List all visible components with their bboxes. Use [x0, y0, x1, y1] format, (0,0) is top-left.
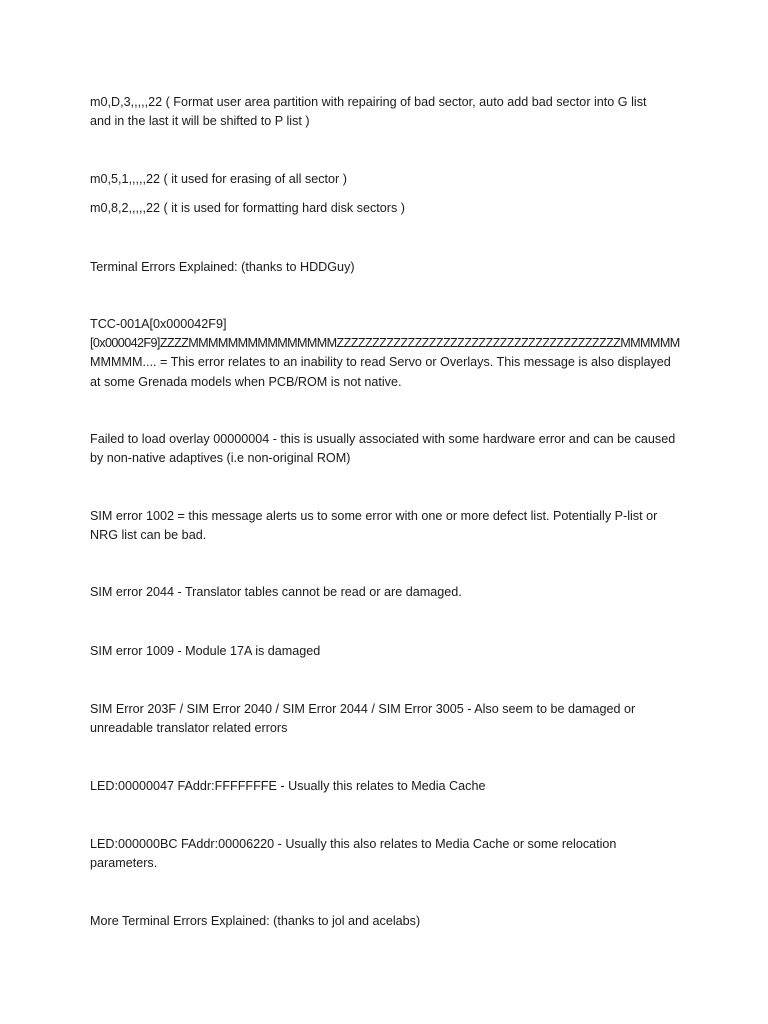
paragraph-led-00000047: [90, 777, 680, 796]
text-line: and in the last it will be shifted to P list ): [90, 114, 310, 129]
text-line: [0x000042F9]ZZZZMMMMMMMMMMMMMMMZZZZZZZZZZZZZZZZZZZZZZZZZZZZZZZZZZZZZZZZMMMMMM: [90, 336, 680, 351]
text-line: SIM error 1009 - Module 17A is damaged: [90, 644, 321, 658]
text-line: TCC-001A[0x000042F9]: [90, 317, 227, 331]
text-line: SIM Error 203F / SIM Error 2040 / SIM Error 2044 / SIM Error 3005 - Also seem to be damaged or: [90, 702, 636, 716]
text-line: Failed to load overlay 00000004 - this is usually associated with some hardware error and can be caused: [90, 432, 676, 446]
heading-more-terminal-errors: [90, 912, 680, 931]
text-line: m0,D,3,,,,,22 ( Format user area partition with repairing of bad sector, auto add bad sector into G list: [90, 95, 647, 109]
text-line: by non-native adaptives (i.e non-original ROM): [90, 451, 351, 466]
text-line: Terminal Errors Explained: (thanks to HDDGuy): [90, 260, 355, 274]
paragraph-erase-all-sectors: [90, 170, 680, 189]
text-line: m0,5,1,,,,,22 ( it used for erasing of all sector ): [90, 172, 347, 186]
text-line: unreadable translator related errors: [90, 721, 288, 736]
text-line: NRG list can be bad.: [90, 528, 207, 543]
text-line: at some Grenada models when PCB/ROM is not native.: [90, 374, 402, 389]
paragraph-overlay-error: [90, 430, 680, 468]
text-line: SIM error 2044 - Translator tables cannot be read or are damaged.: [90, 585, 462, 599]
paragraph-sim-error-1009: [90, 642, 680, 661]
text-line: LED:000000BC FAddr:00006220 - Usually this also relates to Media Cache or some relocation: [90, 837, 617, 851]
text-line: LED:00000047 FAddr:FFFFFFFE - Usually this relates to Media Cache: [90, 779, 486, 793]
paragraph-sim-error-2044: [90, 583, 680, 602]
text-line: MMMMM.... = This error relates to an inability to read Servo or Overlays. This message is also displayed: [90, 355, 671, 370]
heading-terminal-errors: [90, 258, 680, 277]
paragraph-sim-translator-errors: [90, 700, 680, 738]
text-line: m0,8,2,,,,,22 ( it is used for formatting hard disk sectors ): [90, 201, 405, 215]
text-line: parameters.: [90, 856, 158, 871]
paragraph-led-000000bc: [90, 835, 680, 873]
text-line: More Terminal Errors Explained: (thanks to jol and acelabs): [90, 914, 421, 928]
paragraph-sim-error-1002: [90, 507, 680, 545]
paragraph-format-user-area: [90, 93, 680, 131]
text-line: SIM error 1002 = this message alerts us to some error with one or more defect list. Potentially P-list or: [90, 509, 658, 523]
paragraph-tcc-error: [90, 315, 680, 392]
paragraph-format-disk-sectors: [90, 199, 680, 218]
